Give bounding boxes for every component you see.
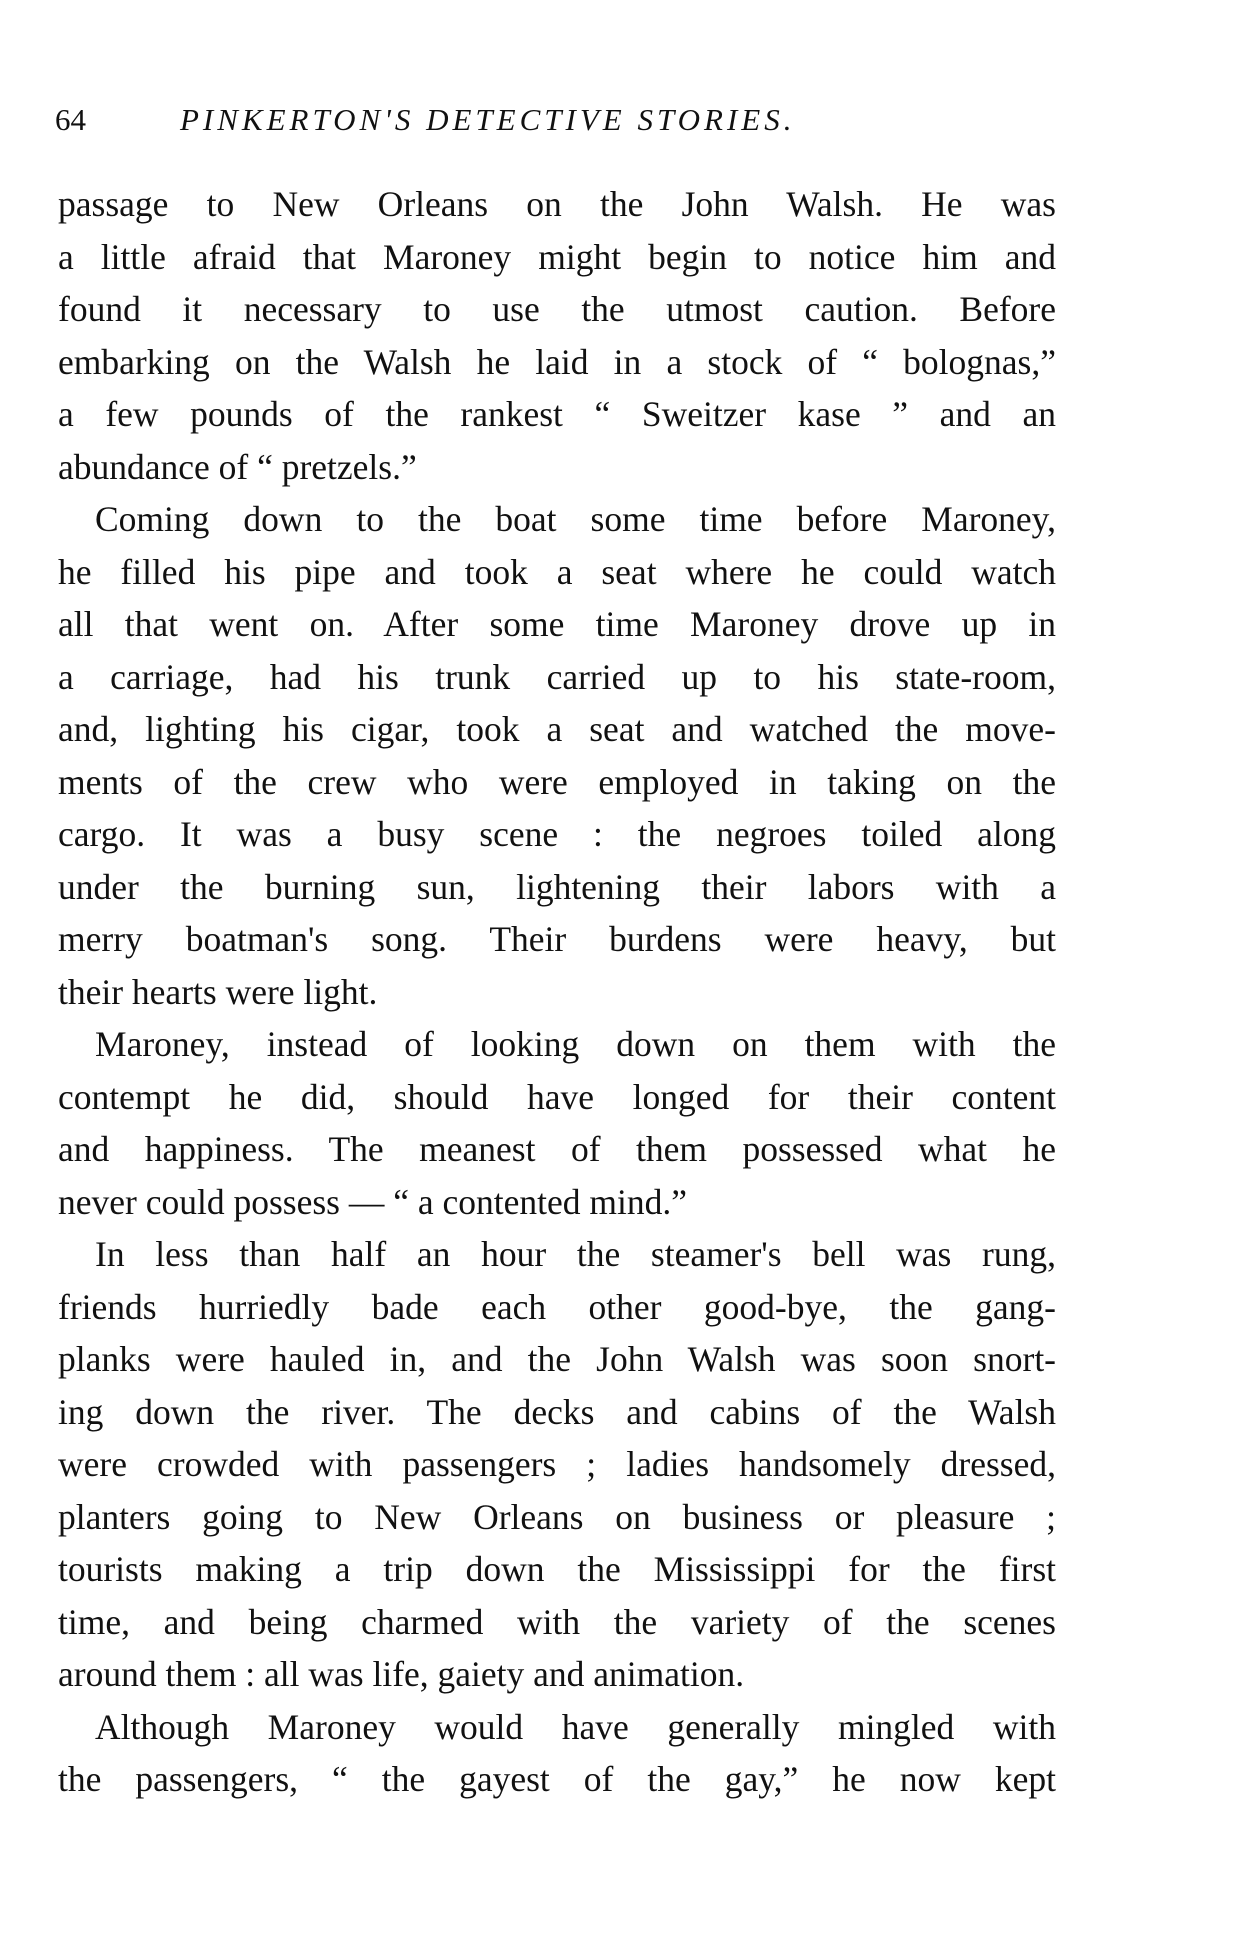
text-line: passage to New Orleans on the John Walsh. He was [58,184,1056,224]
text-line: around them : all was life, gaiety and animation. [58,1654,745,1694]
text-line: found it necessary to use the utmost caution. Before [58,289,1056,329]
running-title: PINKERTON'S DETECTIVE STORIES. [180,102,796,137]
text-line: contempt he did, should have longed for their content [58,1076,1056,1117]
paragraph [58,1228,1056,1701]
text-line: a carriage, had his trunk carried up to his state-room, [58,656,1056,697]
text-line: under the burning sun, lightening their labors with a [58,866,1056,907]
text-line: Maroney, instead of looking down on them with the [95,1024,1056,1064]
text-line: never could possess — “ a contented mind.” [58,1181,687,1222]
text-line: Although Maroney would have generally mingled with [95,1706,1056,1747]
text-line: the passengers, “ the gayest of the gay,” he now kept [58,1759,1056,1799]
text-line: a few pounds of the rankest “ Sweitzer kase ” and an [58,394,1056,434]
paragraph [58,1701,1056,1806]
text-line: he filled his pipe and took a seat where he could watch [58,551,1056,592]
page-header [55,95,1055,145]
text-line: merry boatman's song. Their burdens were heavy, but [58,919,1056,959]
text-line: and happiness. The meanest of them possessed what he [58,1129,1056,1169]
paragraph [58,493,1056,1018]
text-line: cargo. It was a busy scene : the negroes toiled along [58,814,1056,854]
text-line: friends hurriedly bade each other good-bye, the gang- [58,1286,1056,1327]
text-line: Coming down to the boat some time before Maroney, [95,499,1056,539]
text-line: and, lighting his cigar, took a seat and watched the move- [58,709,1056,749]
text-line: time, and being charmed with the variety of the scenes [58,1601,1056,1642]
page-number: 64 [55,102,86,137]
body-text [58,178,1056,1806]
paragraph [58,1018,1056,1228]
text-line: abundance of “ pretzels.” [58,446,417,487]
text-line: ing down the river. The decks and cabins of the Walsh [58,1391,1056,1432]
text-line: embarking on the Walsh he laid in a stock of “ bolognas,” [58,341,1056,382]
text-line: tourists making a trip down the Mississippi for the first [58,1549,1056,1589]
text-line: In less than half an hour the steamer's bell was rung, [95,1234,1056,1274]
paragraph [58,178,1056,493]
text-line: were crowded with passengers ; ladies handsomely dressed, [58,1444,1056,1484]
text-line: all that went on. After some time Maroney drove up in [58,604,1056,644]
text-line: a little afraid that Maroney might begin to notice him and [58,236,1056,277]
text-line: planters going to New Orleans on business or pleasure ; [58,1496,1056,1537]
text-line: ments of the crew who were employed in taking on the [58,761,1056,802]
text-line: their hearts were light. [58,971,378,1012]
text-line: planks were hauled in, and the John Walsh was soon snort- [58,1339,1056,1379]
